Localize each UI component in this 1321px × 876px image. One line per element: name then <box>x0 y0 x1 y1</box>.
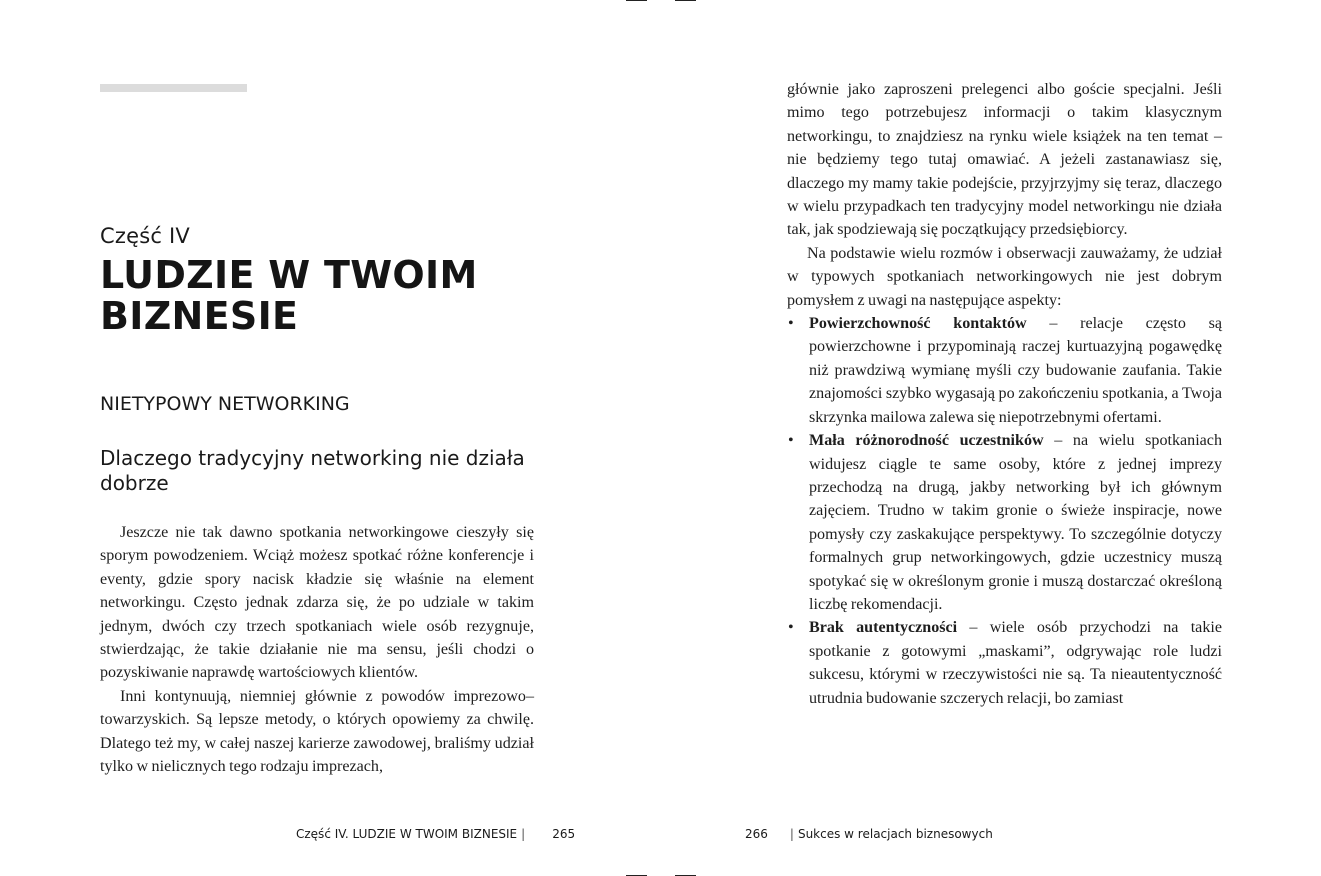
crop-mark-top-right <box>675 0 696 1</box>
footer-separator: | <box>789 827 794 841</box>
bullet-text: – wiele osób przychodzi na takie spotkanie z gotowymi „maskami”, odgrywając role ludzi sukcesu, którymi w rzeczywistości nie są. Ta nieautentyczność utrudnia budowanie szczerych relacji, bo zamiast <box>809 619 1222 707</box>
list-item <box>787 312 1222 429</box>
bullet-marker: • <box>788 432 794 450</box>
paragraph: Jeszcze nie tak dawno spotkania networkingowe cieszyły się sporym powodzeniem. Wciąż możesz spotkać różne konferencje i eventy, gdzie spory nacisk kładzie się właśnie na element networkingu. Często jednak zdarza się, że po udziale w takim jednym, dwóch czy trzech spotkaniach wiele osób rezygnuje, stwierdzając, że takie działanie nie ma sensu, jeśli chodzi o pozyskiwanie naprawdę wartościowych klientów. <box>100 524 534 682</box>
running-head: Część IV. LUDZIE W TWOIM BIZNESIE <box>296 827 518 841</box>
list-item <box>787 429 1222 616</box>
bullet-text: – na wielu spotkaniach widujesz ciągle te same osoby, które z jednej imprezy przechodzą na drugą, jakby networking był ich głównym zajęciem. Trudno w takim gronie o świeże inspiracje, nowe pomysły czy zaskakujące perspektywy. To szczególnie dotyczy formalnych grup networkingowych, gdzie uczestnicy muszą spotykać się w określonym gronie i muszą dostarczać określoną liczbę rekomendacji. <box>809 432 1222 613</box>
part-label: Część IV <box>100 224 190 248</box>
bullet-marker: • <box>788 619 794 637</box>
left-body-text <box>100 521 534 778</box>
bullet-list <box>787 312 1222 710</box>
running-head: Sukces w relacjach biznesowych <box>797 827 993 841</box>
footer-separator: | <box>521 827 526 841</box>
page-number: 265 <box>552 827 576 841</box>
bullet-text: – relacje często są powierzchowne i przypominają raczej kurtuazyjną pogawędkę niż prawdziwą wymianę myśli czy budowanie zaufania. Takie znajomości szybko wygasają po zakończeniu spotkania, a Twoja skrzynka mailowa zalewa się niepotrzebnymi ofertami. <box>809 315 1223 426</box>
paragraph: Na podstawie wielu rozmów i obserwacji zauważamy, że udział w typowych spotkaniach networkingowych nie jest dobrym pomysłem z uwagi na następujące aspekty: <box>787 244 1222 309</box>
right-body-text <box>787 78 1222 710</box>
paragraph: Inni kontynuują, niemniej głównie z powodów imprezowo–towarzyskich. Są lepsze metody, o których opowiemy za chwilę. Dlatego też my, w całej naszej karierze zawodowej, braliśmy udział tylko w nielicznych tego rodzaju imprezach, <box>100 687 534 776</box>
list-item <box>787 616 1222 710</box>
bullet-term: Mała różnorodność uczestników <box>809 432 1044 450</box>
right-footer <box>745 827 993 841</box>
bullet-term: Powierzchowność kontaktów <box>809 315 1027 333</box>
subsection-title: Dlaczego tradycyjny networking nie działa dobrze <box>100 446 525 495</box>
left-footer <box>296 827 575 841</box>
right-page <box>787 0 1222 876</box>
bullet-marker: • <box>788 315 794 333</box>
part-title: LUDZIE W TWOIM BIZNESIE <box>100 253 478 338</box>
bullet-term: Brak autentyczności <box>809 619 958 637</box>
page-number: 266 <box>745 827 768 841</box>
section-title: NIETYPOWY NETWORKING <box>100 393 350 415</box>
left-page <box>100 0 534 876</box>
crop-mark-top-left <box>626 0 647 1</box>
paragraph: głównie jako zaproszeni prelegenci albo goście specjalni. Jeśli mimo tego potrzebujesz informacji o takim klasycznym networkingu, to znajdziesz na rynku wiele książek na ten temat – nie będziemy tego tutaj omawiać. A jeżeli zastanawiasz się, dlaczego my mamy takie podejście, przyjrzyjmy się teraz, dlaczego w wielu przypadkach ten tradycyjny model networkingu nie działa tak, jak spodziewają się początkujący przedsiębiorcy. <box>787 81 1222 239</box>
